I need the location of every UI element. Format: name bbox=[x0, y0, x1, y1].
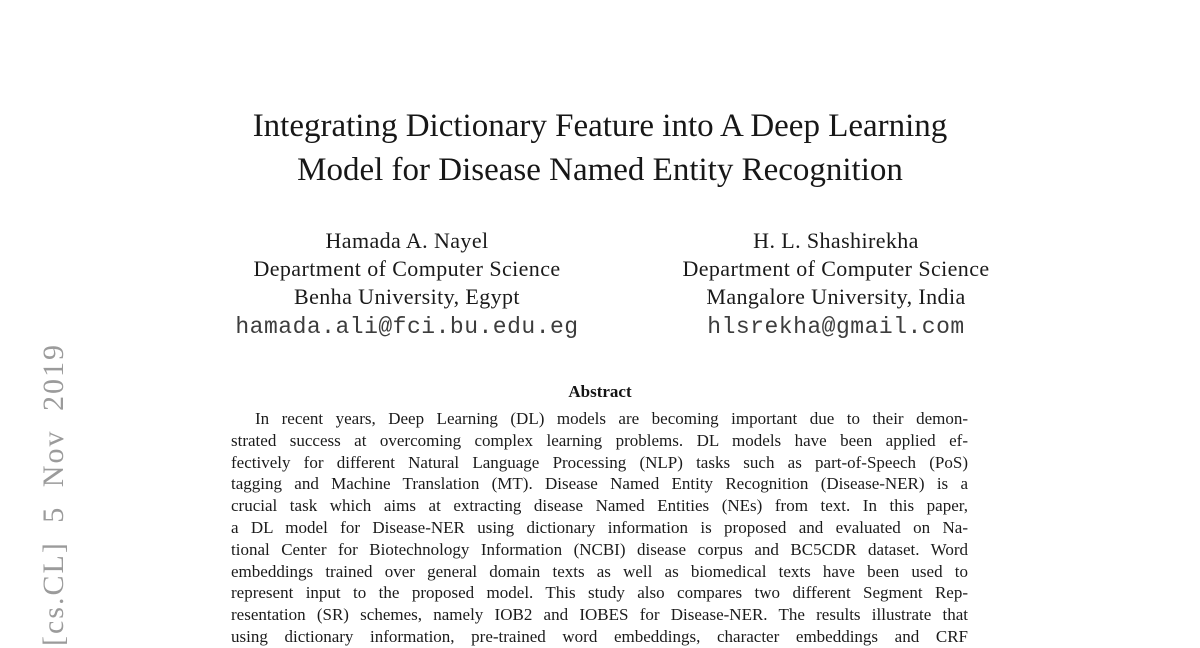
abstract-line: crucial task which aims at extracting disease Named Entities (NEs) from text. In this paper, bbox=[231, 496, 968, 516]
abstract-line: In recent years, Deep Learning (DL) models are becoming important due to their demon- bbox=[255, 409, 968, 428]
author-name: H. L. Shashirekha bbox=[753, 228, 919, 253]
paper-title-line1: Integrating Dictionary Feature into A Deep Learning bbox=[252, 108, 948, 144]
author-department: Department of Computer Science bbox=[253, 256, 561, 281]
abstract-line: tagging and Machine Translation (MT). Disease Named Entity Recognition (Disease-NER) is a bbox=[231, 474, 968, 494]
author-university: Benha University, Egypt bbox=[294, 284, 520, 309]
abstract-line: fectively for different Natural Language Processing (NLP) tasks such as part-of-Speech (PoS) bbox=[231, 452, 968, 472]
abstract-line: using dictionary information, pre-trained word embeddings, character embeddings and CRF bbox=[231, 626, 968, 646]
arxiv-category-banner-text: [cs.CL] 5 Nov 2019 bbox=[37, 343, 70, 646]
author-university: Mangalore University, India bbox=[706, 284, 966, 309]
abstract-body bbox=[231, 408, 968, 648]
author-email: hamada.ali@fci.bu.edu.eg bbox=[235, 314, 579, 340]
author-name: Hamada A. Nayel bbox=[325, 228, 489, 253]
paper-title bbox=[0, 104, 1200, 192]
abstract-line: resentation (SR) schemes, namely IOB2 and IOBES for Disease-NER. The results illustrate that bbox=[231, 605, 968, 625]
author-block-2 bbox=[626, 227, 1046, 342]
author-block-1 bbox=[197, 227, 617, 342]
paper-title-line2: Model for Disease Named Entity Recognition bbox=[297, 152, 903, 188]
abstract-heading: Abstract bbox=[568, 382, 632, 401]
abstract-line: strated success at overcoming complex learning problems. DL models have been applied ef- bbox=[231, 430, 968, 450]
author-email: hlsrekha@gmail.com bbox=[707, 314, 965, 340]
abstract-line: tional Center for Biotechnology Information (NCBI) disease corpus and BC5CDR dataset. Word bbox=[231, 539, 968, 559]
author-department: Department of Computer Science bbox=[682, 256, 990, 281]
abstract-line: represent input to the proposed model. This study also compares two different Segment Rep- bbox=[231, 583, 968, 603]
abstract-line: embeddings trained over general domain texts as well as biomedical texts have been used to bbox=[231, 561, 968, 581]
abstract-line: a DL model for Disease-NER using dictionary information is proposed and evaluated on Na- bbox=[231, 517, 968, 537]
